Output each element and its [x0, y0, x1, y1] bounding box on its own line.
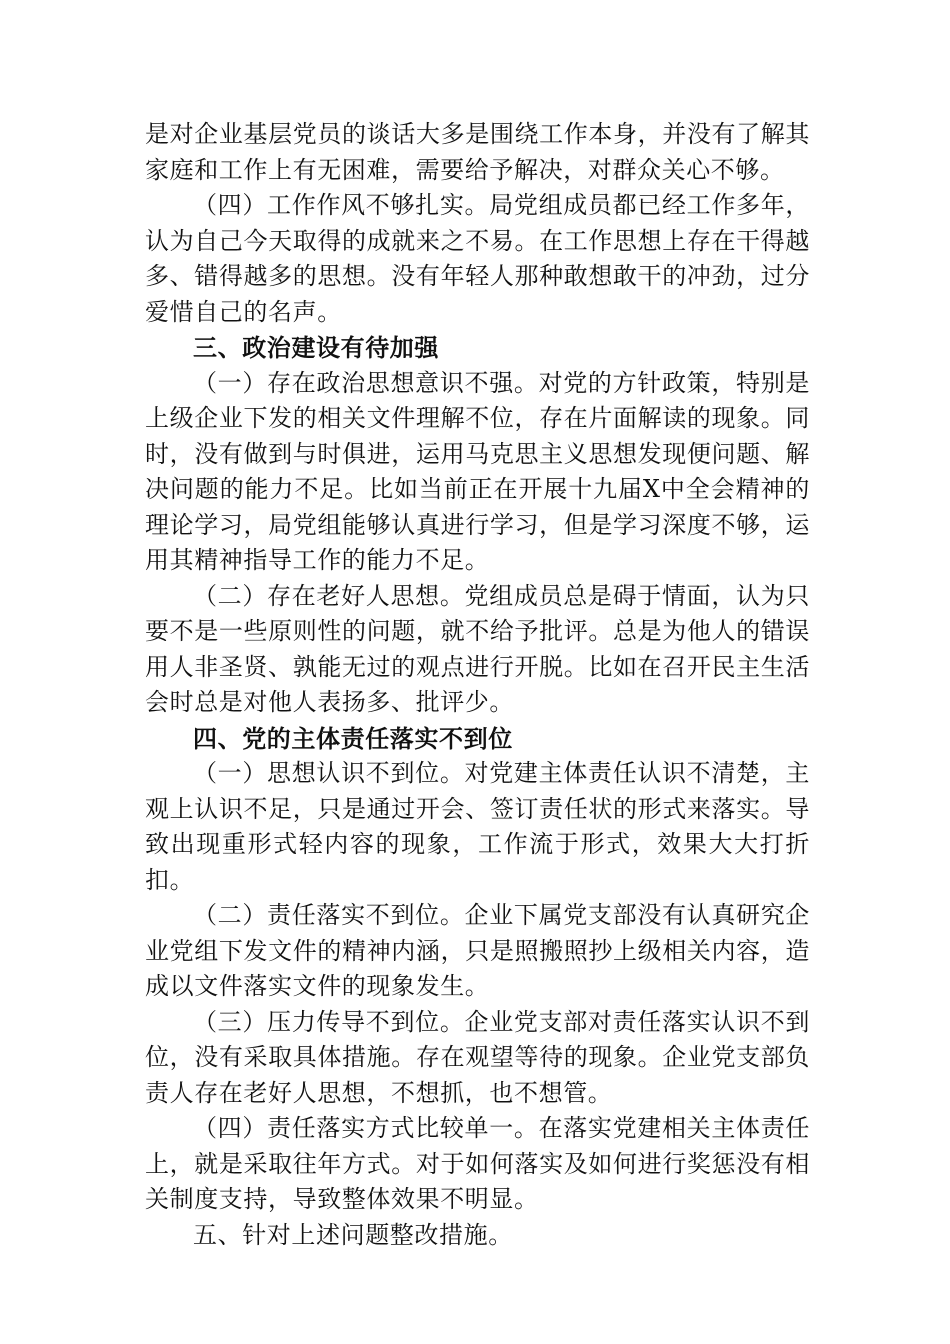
- paragraph-ideological-awareness: （一）思想认识不到位。对党建主体责任认识不清楚，主观上认识不足，只是通过开会、签订责任状的形式来落实。导致出现重形式轻内容的现象，工作流于形式，效果大大打折扣。: [145, 759, 810, 894]
- paragraph-rectification-measures: 五、针对上述问题整改措施。: [193, 1220, 513, 1249]
- paragraph-yes-man-mentality: （二）存在老好人思想。党组成员总是碍于情面，认为只要不是一些原则性的问题，就不给予批评。总是为他人的错误用人非圣贤、孰能无过的观点进行开脱。比如在召开民主生活会时总是对他人表扬多、批评少。: [145, 581, 810, 716]
- paragraph-continuation: 是对企业基层党员的谈话大多是围绕工作本身，并没有了解其家庭和工作上有无困难，需要给予解决，对群众关心不够。: [145, 120, 810, 184]
- section-heading-responsibility: 四、党的主体责任落实不到位: [193, 723, 513, 753]
- paragraph-work-style: （四）工作作风不够扎实。局党组成员都已经工作多年，认为自己今天取得的成就来之不易。在工作思想上存在干得越多、错得越多的思想。没有年轻人那种敢想敢干的冲劲，过分爱惜自己的名声。: [145, 191, 810, 326]
- paragraph-single-method: （四）责任落实方式比较单一。在落实党建相关主体责任上，就是采取往年方式。对于如何落实及如何进行奖惩没有相关制度支持，导致整体效果不明显。: [145, 1114, 810, 1213]
- section-heading-political-building: 三、政治建设有待加强: [193, 333, 439, 362]
- paragraph-responsibility-implementation: （二）责任落实不到位。企业下属党支部没有认真研究企业党组下发文件的精神内涵，只是照搬照抄上级相关内容，造成以文件落实文件的现象发生。: [145, 901, 810, 1000]
- paragraph-political-awareness: （一）存在政治思想意识不强。对党的方针政策，特别是上级企业下发的相关文件理解不位，存在片面解读的现象。同时，没有做到与时俱进，运用马克思主义思想发现便问题、解决问题的能力不足。比如当前正在开展十九届X中全会精神的理论学习，局党组能够认真进行学习，但是学习深度不够，运用其精神指导工作的能力不足。: [145, 368, 810, 574]
- paragraph-pressure-transmission: （三）压力传导不到位。企业党支部对责任落实认识不到位，没有采取具体措施。存在观望等待的现象。企业党支部负责人存在老好人思想，不想抓，也不想管。: [145, 1007, 810, 1107]
- document-body: [145, 117, 810, 1253]
